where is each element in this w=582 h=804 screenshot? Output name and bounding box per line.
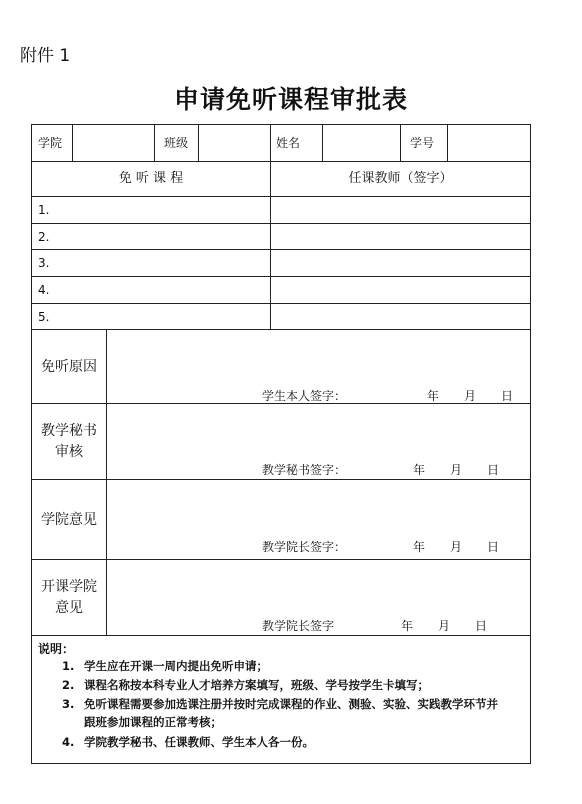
year-label: 年 — [413, 463, 426, 477]
day-label: 日 — [487, 540, 500, 554]
row-divider — [32, 249, 530, 250]
col-divider — [270, 125, 271, 161]
course-row-number: 3. — [38, 256, 50, 270]
offering-dean-signature-label: 教学院长签字 — [262, 619, 335, 633]
notes-title: 说明： — [38, 642, 75, 656]
offering-label-line1: 开课学院 — [41, 579, 97, 595]
course-column-header: 免 听 课 程 — [118, 171, 184, 186]
year-label: 年 — [401, 619, 414, 633]
form-title: 申请免听课程审批表 — [173, 85, 408, 114]
student-signature-label: 学生本人签字： — [262, 389, 347, 403]
note-number: 2. — [62, 678, 75, 692]
col-divider — [270, 161, 271, 329]
college-opinion-label: 学院意见 — [41, 512, 97, 528]
name-label: 姓名 — [276, 136, 301, 150]
note-number: 4. — [62, 735, 75, 749]
note-item — [62, 695, 509, 731]
date-line — [401, 617, 512, 634]
secretary-review-label — [32, 421, 106, 463]
note-text: 课程名称按本科专业人才培养方案填写，班级、学号按学生卡填写； — [84, 678, 429, 692]
month-label: 月 — [438, 619, 451, 633]
month-label: 月 — [450, 463, 463, 477]
course-row-number: 5. — [38, 310, 50, 324]
col-divider — [400, 125, 401, 161]
row-divider — [32, 196, 530, 197]
class-label: 班级 — [164, 136, 189, 150]
college-field[interactable] — [73, 126, 153, 160]
note-text: 学院教学秘书、任课教师、学生本人各一份。 — [84, 735, 314, 749]
note-number: 3. — [62, 697, 75, 711]
month-label: 月 — [450, 540, 463, 554]
year-label: 年 — [413, 540, 426, 554]
date-line — [427, 387, 538, 404]
secretary-label-line2: 审核 — [55, 444, 83, 460]
approval-form-table — [31, 124, 531, 764]
row-divider — [32, 303, 530, 304]
course-row-number: 4. — [38, 283, 50, 297]
note-text: 学生应在开课一周内提出免听申请； — [84, 659, 268, 673]
secretary-signature-label: 教学秘书签字： — [262, 463, 347, 477]
col-divider — [154, 125, 155, 161]
class-field[interactable] — [199, 126, 269, 160]
college-label: 学院 — [38, 136, 63, 150]
attachment-label: 附件 1 — [20, 46, 71, 66]
day-label: 日 — [487, 463, 500, 477]
course-row-number: 1. — [38, 203, 50, 217]
month-label: 月 — [464, 389, 477, 403]
day-label: 日 — [475, 619, 488, 633]
offering-college-opinion-label — [32, 577, 106, 619]
col-divider — [106, 329, 107, 635]
student-id-field[interactable] — [448, 126, 530, 160]
year-label: 年 — [427, 389, 440, 403]
row-divider — [32, 635, 530, 636]
date-line — [413, 461, 524, 478]
offering-label-line2: 意见 — [55, 600, 83, 616]
reason-label: 免听原因 — [41, 359, 97, 375]
row-divider — [32, 223, 530, 224]
row-divider — [32, 276, 530, 277]
teacher-column-header: 任课教师（签字） — [348, 171, 453, 186]
date-line — [413, 538, 524, 555]
course-row-number: 2. — [38, 230, 50, 244]
day-label: 日 — [501, 389, 514, 403]
note-item — [62, 676, 509, 694]
note-number: 1. — [62, 659, 75, 673]
note-item — [62, 733, 509, 751]
note-item — [62, 657, 509, 675]
note-text: 免听课程需要参加选课注册并按时完成课程的作业、测验、实验、实践教学环节并跟班参加课程的正常考核； — [84, 697, 498, 729]
name-field[interactable] — [323, 126, 399, 160]
secretary-label-line1: 教学秘书 — [41, 423, 97, 439]
dean-signature-label: 教学院长签字： — [262, 540, 347, 554]
student-id-label: 学号 — [410, 136, 435, 150]
row-divider — [32, 161, 530, 162]
